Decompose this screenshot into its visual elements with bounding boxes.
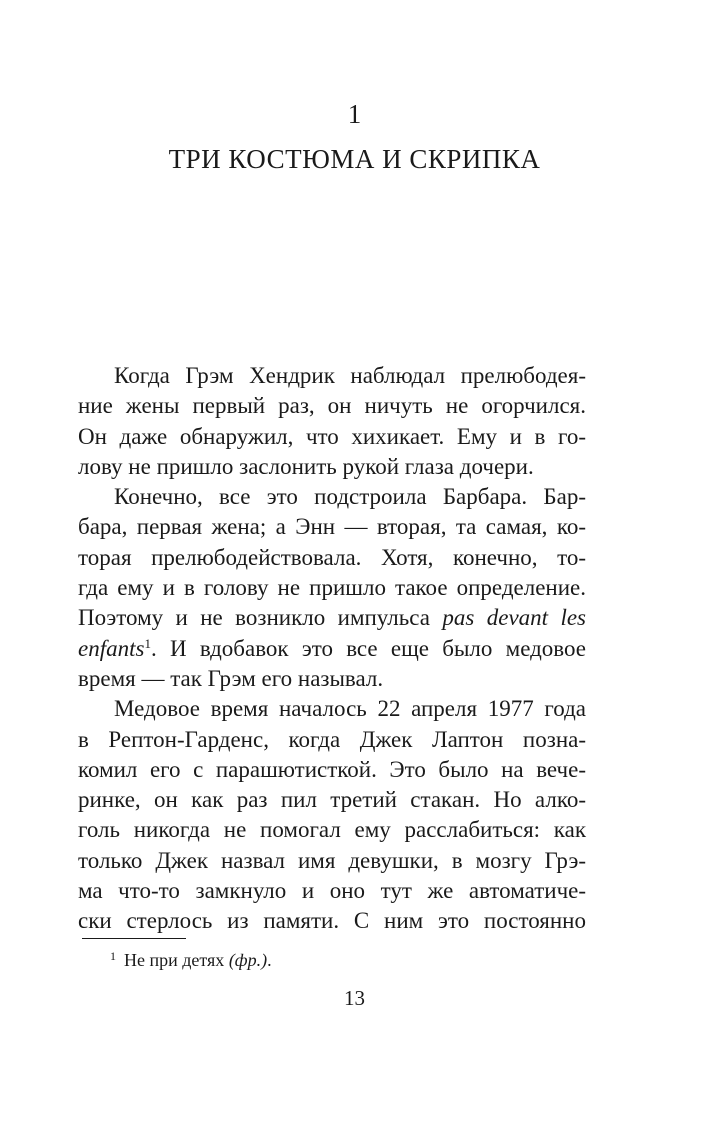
text-line: ринке, он как раз пил третий стакан. Но алко- xyxy=(78,787,586,813)
footnote-language-note: (фр.) xyxy=(228,950,268,970)
footnote-mark: 1 xyxy=(110,949,116,963)
footnote-text: Не при детях xyxy=(124,950,225,970)
text-line: бара, первая жена; а Энн — вторая, та самая, ко- xyxy=(78,514,586,540)
italic-phrase: pas devant les xyxy=(442,605,586,631)
footnote xyxy=(110,944,272,972)
text-segment: Поэтому и не возникло импульса xyxy=(78,605,430,631)
text-line: ние жены первый раз, он ничуть не огорчился. xyxy=(78,393,586,419)
italic-phrase: enfants xyxy=(78,635,145,661)
page-number: 13 xyxy=(344,986,365,1010)
text-line: Когда Грэм Хендрик наблюдал прелюбодея- xyxy=(114,363,586,388)
text-line: лову не пришло заслонить рукой глаза дочери. xyxy=(78,453,534,479)
footnote-reference: 1 xyxy=(144,635,151,651)
chapter-number: 1 xyxy=(347,99,362,129)
text-line: ски стерлось из памяти. С ним это постоянно xyxy=(78,908,586,934)
text-line: ма что-то замкнуло и оно тут же автоматиче- xyxy=(78,878,586,904)
text-line: в Рептон-Гарденс, когда Джек Лаптон позна- xyxy=(78,726,586,752)
text-line: комил его с парашютисткой. Это было на вече- xyxy=(78,756,586,782)
text-line: Медовое время началось 22 апреля 1977 года xyxy=(114,696,586,722)
chapter-title: ТРИ КОСТЮМА И СКРИПКА xyxy=(168,144,541,174)
body-text xyxy=(78,361,586,937)
footnote-divider xyxy=(82,938,186,939)
text-line: Конечно, все это подстроила Барбара. Бар- xyxy=(114,484,586,510)
text-line: время — так Грэм его называл. xyxy=(78,665,384,691)
text-line: гда ему и в голову не пришло такое определение. xyxy=(78,575,586,601)
text-line xyxy=(78,634,586,664)
text-segment: . И вдобавок это все еще было медовое xyxy=(150,635,586,661)
text-line: только Джек назвал имя девушки, в мозгу Грэ- xyxy=(78,847,586,873)
text-line: торая прелюбодействовала. Хотя, конечно, то- xyxy=(78,544,586,570)
text-line xyxy=(78,603,586,633)
text-line: голь никогда не помогал ему расслабиться: как xyxy=(78,817,586,843)
footnote-end: . xyxy=(267,950,272,970)
text-line: Он даже обнаружил, что хихикает. Ему и в го- xyxy=(78,423,586,449)
